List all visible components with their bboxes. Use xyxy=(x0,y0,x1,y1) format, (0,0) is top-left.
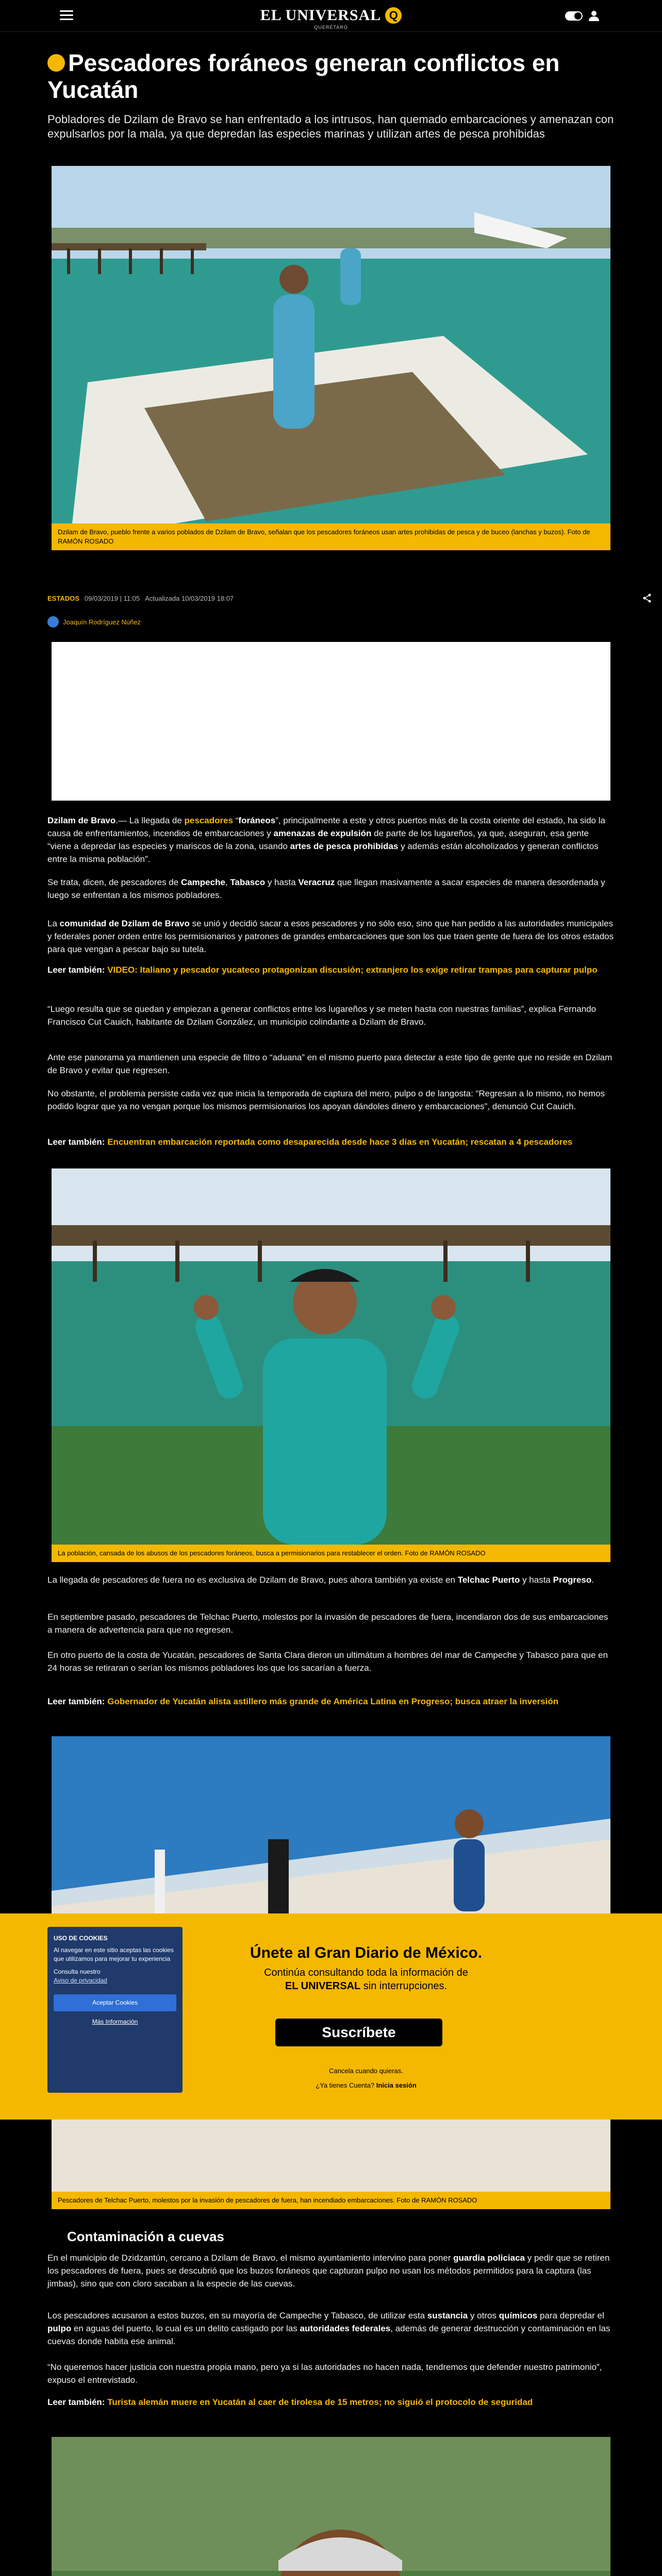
paragraph-5: Ante ese panorama ya mantienen una especie de filtro o “aduana” en el mismo puerto para detectar a este tipo de gente que no reside en Dzilam de Bravo y evitar que regresen. xyxy=(47,1053,613,1075)
read-also-link-4[interactable]: Turista alemán muere en Yucatán al caer de tirolesa de 15 metros; no siguió el protocolo de seguridad xyxy=(107,2397,533,2407)
article-meta xyxy=(47,595,615,602)
paragraph-11: Los pescadores acusaron a estos buzos, en su mayoría de Campeche y Tabasco, de utilizar esta sustancia y otros químicos para depredar el pulpo en aguas del puerto, lo cual es un delito castigado por las autoridades federales, además de generar destrucción y contaminación en las cuevas donde habita ese animal. xyxy=(47,2311,610,2346)
user-icon[interactable] xyxy=(588,9,600,22)
top-header xyxy=(0,0,662,32)
publish-date: 09/03/2019 | 11:05 xyxy=(84,595,140,602)
subscribe-login-row: ¿Ya tienes Cuenta? Inicia sesión xyxy=(316,2081,417,2089)
photo-jose-gazon xyxy=(52,2437,610,2576)
paragraph-4: “Luego resulta que se quedan y empiezan a generar conflictos entre los lugareños y se meten hasta con nuestras familias”, explica Fernando Francisco Cut Cauich, habitante de Dzilam González, un municipio colindante a Dzilam de Bravo. xyxy=(47,1004,597,1027)
photo-fisherman-thumbs xyxy=(52,1168,610,1545)
privacy-link[interactable]: Aviso de privacidad xyxy=(54,1977,107,1984)
paragraph-3: La comunidad de Dzilam de Bravo se unió y decidió sacar a esos pescadores y no sólo eso, sino que han pedido a las autoridades municipales y federales poner orden entre los permisionarios y patrones de grandes embarcaciones que son los que traen gente de fuera de los otros estados para que vengan a pescar bajo su tutela. xyxy=(47,919,614,954)
accept-cookies-button[interactable]: Aceptar Cookies xyxy=(54,1994,176,2011)
paragraph-12: “No queremos hacer justicia con nuestra propia mano, pero ya si las autoridades no hacen nada, tendremos que defender nuestro patrimonio”, expuso el entrevistado. xyxy=(47,2362,602,2385)
author-name[interactable]: Joaquín Rodríguez Núñez xyxy=(63,618,141,626)
article-summary: Pobladores de Dzilam de Bravo se han enfrentado a los intrusos, han quemado embarcaciones y amenazan con expulsarlos por la mala, ya que depredan las especies marinas y utilizan artes de pesca prohibidas xyxy=(47,113,614,140)
read-also-link-3[interactable]: Gobernador de Yucatán alista astillero más grande de América Latina en Progreso; busca atraer la inversión xyxy=(107,1697,559,1706)
paragraph-9: En otro puerto de la costa de Yucatán, pescadores de Santa Clara dieron un ultimátum a hombres del mar de Campeche y Tabasco para que en 24 horas se retiraran o serían los mismos pobladores los que los sacarían a fuerza. xyxy=(47,1650,608,1673)
cookie-consult: Consulta nuestro xyxy=(54,1968,101,1975)
brand-q-icon xyxy=(47,54,65,72)
logo-subtitle: QUERÉTARO xyxy=(314,25,348,30)
main-photo-caption: Dzilam de Bravo, pueblo frente a varios poblados de Dzilam de Bravo, señalan que los pescadores foráneos usan artes prohibidas de pesca y de buceo (lanchas y buzos). Foto de RAMÓN ROSADO xyxy=(52,523,610,550)
photo-2-caption: La población, cansada de los abusos de los pescadores foráneos, busca a permisionarios para restablecer el orden. Foto de RAMÓN ROSADO xyxy=(52,1545,610,1562)
read-also-link-2[interactable]: Encuentran embarcación reportada como desaparecida desde hace 3 días en Yucatán; rescatan a 4 pescadores xyxy=(107,1137,573,1147)
read-also-2[interactable]: Leer también: Encuentran embarcación reportada como desaparecida desde hace 3 días en Yucatán; rescatan a 4 pescadores xyxy=(47,1137,573,1147)
main-photo xyxy=(52,166,610,523)
paragraph-2: Se trata, dicen, de pescadores de Campeche, Tabasco y hasta Veracruz que llegan masivamente a sacar especies de manera desordenada y luego se enfrentan a los mismos pobladores. xyxy=(47,877,605,900)
article-title xyxy=(47,49,615,103)
more-info-link[interactable]: Más Información xyxy=(92,2018,138,2025)
dark-mode-toggle[interactable] xyxy=(565,11,583,21)
subscribe-cancel-note: Cancela cuando quieras. xyxy=(329,2067,403,2075)
updated-date: Actualizada 10/03/2019 18:07 xyxy=(145,595,234,602)
author-avatar xyxy=(47,616,59,628)
logo-q-icon: Q xyxy=(385,7,402,24)
read-also-link-1[interactable]: VIDEO: Italiano y pescador yucateco protagonizan discusión; extranjero los exige retirar trampas para capturar pulpo xyxy=(107,965,598,975)
cookie-title: USO DE COOKIES xyxy=(54,1935,108,1942)
author-byline[interactable] xyxy=(47,616,615,628)
paragraph-7: La llegada de pescadores de fuera no es exclusiva de Dzilam de Bravo, pues ahora también ya existe en Telchac Puerto y hasta Progreso. xyxy=(47,1575,594,1585)
paragraph-10: En el municipio de Dzidzantún, cercano a Dzilam de Bravo, el mismo ayuntamiento intervino para poner guardia policiaca y pedir que se retiren los pescadores de fuera, pues se descubrió que los buzos foráneos que capturan pulpo no usan los métodos permitidos para la captura (las jimbas), sino que con cloro sacaban a la especie de las cuevas. xyxy=(47,2253,610,2289)
logo-text: EL UNIVERSAL xyxy=(260,7,382,24)
category-link[interactable]: ESTADOS xyxy=(47,595,79,602)
read-also-4[interactable]: Leer también: Turista alemán muere en Yucatán al caer de tirolesa de 15 metros; no siguió el protocolo de seguridad xyxy=(47,2397,533,2407)
ad-banner xyxy=(52,642,610,801)
subscribe-title: Únete al Gran Diario de México. xyxy=(250,1944,483,1961)
read-also-1[interactable]: Leer también: VIDEO: Italiano y pescador yucateco protagonizan discusión; extranjero los exige retirar trampas para capturar pulpo xyxy=(47,965,598,975)
menu-icon[interactable] xyxy=(60,10,73,21)
photo-3-caption: Pescadores de Telchac Puerto, molestos por la invasión de pescadores de fuera, han incendiado embarcaciones. Foto de RAMÓN ROSADO xyxy=(52,2192,610,2209)
subscribe-line-1: Continúa consultando toda la información de xyxy=(264,1967,468,1978)
site-logo[interactable] xyxy=(251,4,411,30)
paragraph-1: Dzilam de Bravo.— La llegada de pescadores “foráneos”, principalmente a este y otros puertos más de la costa oriente del estado, ha sido la causa de enfrentamientos, incendios de embarcaciones y amenazas de expulsión de parte de los lugareños, ya que, aseguran, esa gente “viene a depredar las especies y mariscos de la zona, usando artes de pesca prohibidas y además están alcoholizados y generan conflictos entre la misma población”. xyxy=(47,816,605,864)
login-link[interactable]: Inicia sesión xyxy=(376,2081,417,2089)
paragraph-6: No obstante, el problema persiste cada vez que inicia la temporada de captura del mero, pulpo o de langosta: “Regresan a lo mismo, no hemos podido lograr que ya no vengan porque los mismos permisionarios los apoyan dándoles dinero y embarcaciones”, denunció Cut Cauich. xyxy=(47,1089,605,1111)
article-title-text: Pescadores foráneos generan conflictos en Yucatán xyxy=(47,49,560,103)
cookie-banner xyxy=(47,1927,183,2093)
subscribe-button[interactable]: Suscríbete xyxy=(275,2019,442,2046)
subscribe-line-2: EL UNIVERSAL sin interrupciones. xyxy=(285,1980,448,1992)
subscribe-brand: EL UNIVERSAL xyxy=(285,1980,361,1992)
read-also-3[interactable]: Leer también: Gobernador de Yucatán alista astillero más grande de América Latina en Progreso; busca atraer la inversión xyxy=(47,1697,559,1706)
share-icon[interactable] xyxy=(642,594,652,603)
cookie-text: Al navegar en este sitio aceptas las cookies que utilizamos para mejorar tu experiencia xyxy=(54,1946,174,1962)
paragraph-8: En septiembre pasado, pescadores de Telchac Puerto, molestos por la invasión de pescadores de fuera, incendiaron dos de sus embarcaciones a manera de advertencia para que no regresen. xyxy=(47,1612,608,1635)
subheading-contaminacion: Contaminación a cuevas xyxy=(67,2229,224,2244)
